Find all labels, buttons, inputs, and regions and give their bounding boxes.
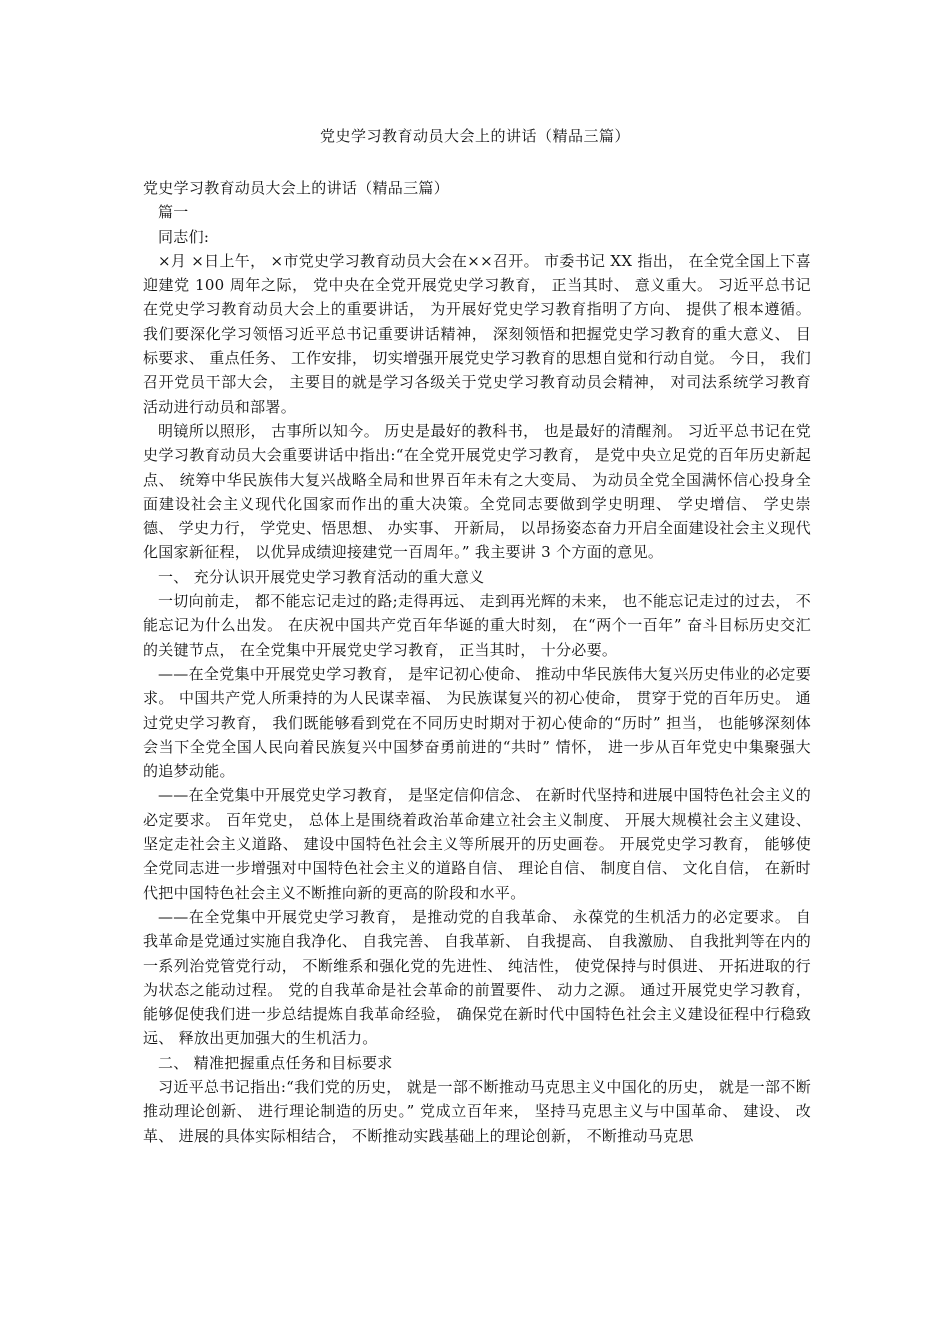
part-label: 篇一 <box>158 203 189 222</box>
paragraph: 明镜所以照形， 古事所以知今。 历史是最好的教科书， 也是最好的清醒剂。 习近平总书记在党史学习教育动员大会重要讲话中指出:“在全党开展党史学习教育， 是党中央立足党的百年历史新起点、 统筹中华民族伟大复兴战略全局和世界百年未有之大变局、 为动员全党全国满怀信心投身全面建设社会主义现代化国家而作出的重大决策。全党同志要做到学史明理、 学史增信、 学史崇德、 学史力行， 学党史、悟思想、 办实事、 开新局， 以昂扬姿态奋力开启全面建设社会主义现代化国家新征程， 以优异成绩迎接建党一百周年。” 我主要讲 3 个方面的意见。 <box>143 421 811 562</box>
paragraph: ——在全党集中开展党史学习教育， 是推动党的自我革命、 永葆党的生机活力的必定要求。 自我革命是党通过实施自我净化、 自我完善、 自我革新、 自我提高、 自我激励、 自我批判等在内的一系列治党管党行动， 不断维系和强化党的先进性、 纯洁性， 使党保持与时俱进、 开拓进取的行为状态之能动过程。 党的自我革命是社会革命的前置要件、 动力之源。 通过开展党史学习教育， 能够促使我们进一步总结提炼自我革命经验， 确保党在新时代中国特色社会主义建设征程中行稳致远、 释放出更加强大的生机活力。 <box>143 907 811 1048</box>
paragraph: ×月 ×日上午， ×市党史学习教育动员大会在××召开。 市委书记 XX 指出， 在全党全国上下喜迎建党 100 周年之际， 党中央在全党开展党史学习教育， 正当其时、 意义重大。 习近平总书记在党史学习教育动员大会上的重要讲话， 为开展好党史学习教育指明了方向、 提供了根本遵循。 我们要深化学习领悟习近平总书记重要讲话精神， 深刻领悟和把握党史学习教育的重大意义、 目标要求、 重点任务、 工作安排， 切实增强开展党史学习教育的思想自觉和行动自觉。 今日， 我们召开党员干部大会， 主要目的就是学习各级关于党史学习教育动员会精神， 对司法系统学习教育活动进行动员和部署。 <box>143 251 811 416</box>
paragraph: ——在全党集中开展党史学习教育， 是牢记初心使命、 推动中华民族伟大复兴历史伟业的必定要求。 中国共产党人所秉持的为人民谋幸福、 为民族谋复兴的初心使命， 贯穿于党的百年历史。 通过党史学习教育， 我们既能够看到党在不同历史时期对于初心使命的“历时” 担当， 也能够深刻体会当下全党全国人民向着民族复兴中国梦奋勇前进的“共时” 情怀， 进一步从百年党史中集聚强大的追梦动能。 <box>143 664 811 781</box>
paragraph: 一切向前走， 都不能忘记走过的路;走得再远、 走到再光辉的未来， 也不能忘记走过的过去， 不能忘记为什么出发。 在庆祝中国共产党百年华诞的重大时刻， 在“两个一百年” 奋斗目标历史交汇的关键节点， 在全党集中开展党史学习教育， 正当其时， 十分必要。 <box>143 592 811 659</box>
paragraph: 习近平总书记指出:“我们党的历史， 就是一部不断推动马克思主义中国化的历史， 就是一部不断推动理论创新、 进行理论制造的历史。” 党成立百年来， 坚持马克思主义与中国革命、 建设、 改革、 进展的具体实际相结合， 不断推动实践基础上的理论创新， 不断推动马克思 <box>143 1077 811 1145</box>
document-title: 党史学习教育动员大会上的讲话（精品三篇） <box>319 127 630 145</box>
document-subtitle: 党史学习教育动员大会上的讲话（精品三篇） <box>143 179 450 197</box>
document-body <box>143 176 811 1148</box>
section-heading-1: 一、 充分认识开展党史学习教育活动的重大意义 <box>158 567 485 586</box>
paragraph: ——在全党集中开展党史学习教育， 是坚定信仰信念、 在新时代坚持和进展中国特色社会主义的必定要求。 百年党史， 总体上是围绕着政治革命建立社会主义制度、 开展大规模社会主义建设、 坚定走社会主义道路、 建设中国特色社会主义等所展开的历史画卷。 开展党史学习教育， 能够使全党同志进一步增强对中国特色社会主义的道路自信、 理论自信、 制度自信、 文化自信， 在新时代把中国特色社会主义不断推向新的更高的阶段和水平。 <box>143 786 811 902</box>
section-heading-2: 二、 精准把握重点任务和目标要求 <box>158 1053 393 1072</box>
salutation: 同志们: <box>158 227 210 246</box>
